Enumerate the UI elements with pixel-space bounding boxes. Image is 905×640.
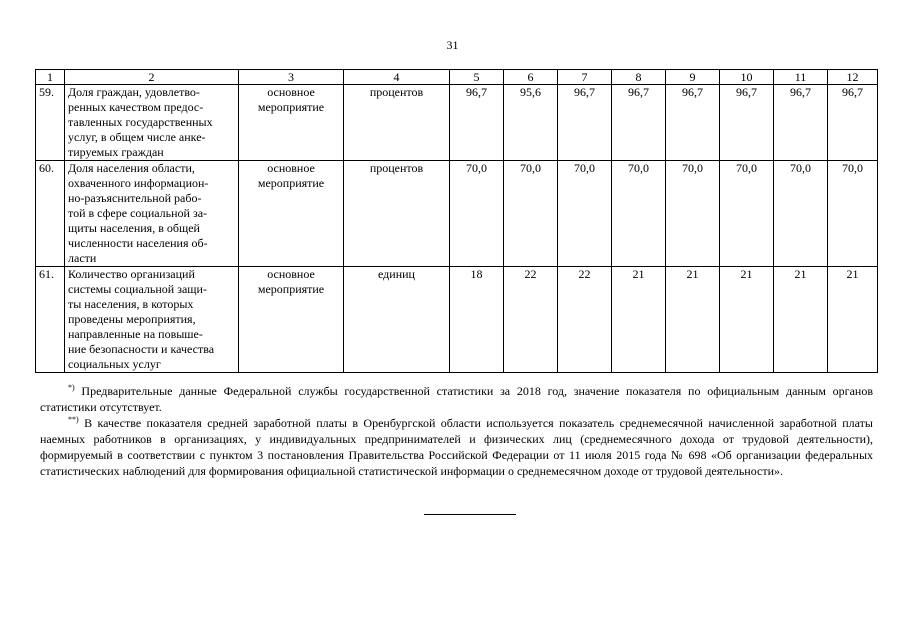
value-cell: 21 xyxy=(774,267,828,373)
value-cell: 96,7 xyxy=(774,85,828,161)
header-cell: 3 xyxy=(239,70,344,85)
indicator-name-line: ласти xyxy=(68,251,97,265)
indicator-name-cell xyxy=(65,161,239,267)
header-cell: 8 xyxy=(612,70,666,85)
page-number: 31 xyxy=(446,38,459,52)
value-cell: 70,0 xyxy=(828,161,878,267)
value-cell: 70,0 xyxy=(558,161,612,267)
event-type-line: мероприятие xyxy=(257,282,325,296)
value-cell: 21 xyxy=(612,267,666,373)
event-type-cell xyxy=(239,161,344,267)
indicator-name-line: услуг, в общем числе анке- xyxy=(68,130,206,144)
header-cell: 6 xyxy=(504,70,558,85)
value-cell: 70,0 xyxy=(774,161,828,267)
indicator-name-line: системы социальной защи- xyxy=(68,282,207,296)
indicator-name-line: щиты населения, в общей xyxy=(68,221,200,235)
indicator-name-line: но-разъяснительной рабо- xyxy=(68,191,202,205)
event-type-cell xyxy=(239,85,344,161)
header-cell: 10 xyxy=(720,70,774,85)
value-cell: 96,7 xyxy=(666,85,720,161)
footnotes xyxy=(40,383,873,479)
value-cell: 18 xyxy=(450,267,504,373)
indicator-name-line: Доля граждан, удовлетво- xyxy=(68,85,200,99)
unit-cell: процентов xyxy=(344,161,450,267)
indicators-table xyxy=(35,69,878,373)
table-row xyxy=(36,267,878,373)
unit-cell: единиц xyxy=(344,267,450,373)
value-cell: 96,7 xyxy=(558,85,612,161)
event-type-line: основное xyxy=(267,161,315,175)
indicator-name-line: тавленных государственных xyxy=(68,115,213,129)
row-number-cell: 61. xyxy=(36,267,65,373)
value-cell: 70,0 xyxy=(666,161,720,267)
unit-cell: процентов xyxy=(344,85,450,161)
header-cell: 11 xyxy=(774,70,828,85)
header-cell: 1 xyxy=(36,70,65,85)
value-cell: 96,7 xyxy=(828,85,878,161)
indicator-name-line: Доля населения области, xyxy=(68,161,195,175)
value-cell: 70,0 xyxy=(450,161,504,267)
value-cell: 70,0 xyxy=(720,161,774,267)
indicator-name-line: ты населения, в которых xyxy=(68,297,194,311)
indicator-name-line: ренных качеством предос- xyxy=(68,100,204,114)
indicator-name-line: социальных услуг xyxy=(68,357,161,371)
table-row xyxy=(36,161,878,267)
event-type-line: мероприятие xyxy=(257,100,325,114)
footnote-text: Предварительные данные Федеральной службы государственной статистики за 2018 год, значение показателя по официальным данным органов статистики отсутствует. xyxy=(40,384,873,414)
event-type-line: мероприятие xyxy=(257,176,325,190)
indicator-name-line: ние безопасности и качества xyxy=(68,342,215,356)
footnote-2 xyxy=(40,415,873,479)
value-cell: 70,0 xyxy=(612,161,666,267)
row-number-cell: 60. xyxy=(36,161,65,267)
footnote-text: В качестве показателя средней заработной платы в Оренбургской области используется показатель среднемесячной начисленной заработной платы наемных работников в организациях, у индивидуальных предпринимателей и физических лиц (среднемесячного дохода от трудовой деятельности), формируемый в соответствии с пунктом 3 постановления Правительства Российской Федерации от 11 июля 2015 года № 698 «Об организации федеральных статистических наблюдений для формирования официальной статистической информации о среднемесячном доходе от трудовой деятельности». xyxy=(40,416,873,478)
value-cell: 21 xyxy=(828,267,878,373)
table-row xyxy=(36,85,878,161)
end-divider xyxy=(424,514,516,515)
footnote-mark: *) xyxy=(68,383,75,392)
value-cell: 21 xyxy=(720,267,774,373)
value-cell: 96,7 xyxy=(450,85,504,161)
indicator-name-line: численности населения об- xyxy=(68,236,208,250)
indicator-name-line: Количество организаций xyxy=(68,267,195,281)
value-cell: 96,7 xyxy=(612,85,666,161)
event-type-cell xyxy=(239,267,344,373)
value-cell: 22 xyxy=(504,267,558,373)
table-header-row xyxy=(36,70,878,85)
indicator-name-line: охваченного информацион- xyxy=(68,176,209,190)
footnote-1 xyxy=(40,383,873,415)
indicator-name-cell xyxy=(65,267,239,373)
row-number-cell: 59. xyxy=(36,85,65,161)
header-cell: 4 xyxy=(344,70,450,85)
indicator-name-line: той в сфере социальной за- xyxy=(68,206,208,220)
header-cell: 12 xyxy=(828,70,878,85)
value-cell: 95,6 xyxy=(504,85,558,161)
header-cell: 5 xyxy=(450,70,504,85)
event-type-line: основное xyxy=(267,267,315,281)
value-cell: 96,7 xyxy=(720,85,774,161)
header-cell: 9 xyxy=(666,70,720,85)
footnote-mark: **) xyxy=(68,415,79,424)
indicator-name-line: направленные на повыше- xyxy=(68,327,203,341)
value-cell: 22 xyxy=(558,267,612,373)
indicator-name-line: проведены мероприятия, xyxy=(68,312,196,326)
value-cell: 21 xyxy=(666,267,720,373)
indicator-name-line: тируемых граждан xyxy=(68,145,164,159)
event-type-line: основное xyxy=(267,85,315,99)
header-cell: 2 xyxy=(65,70,239,85)
indicator-name-cell xyxy=(65,85,239,161)
header-cell: 7 xyxy=(558,70,612,85)
value-cell: 70,0 xyxy=(504,161,558,267)
